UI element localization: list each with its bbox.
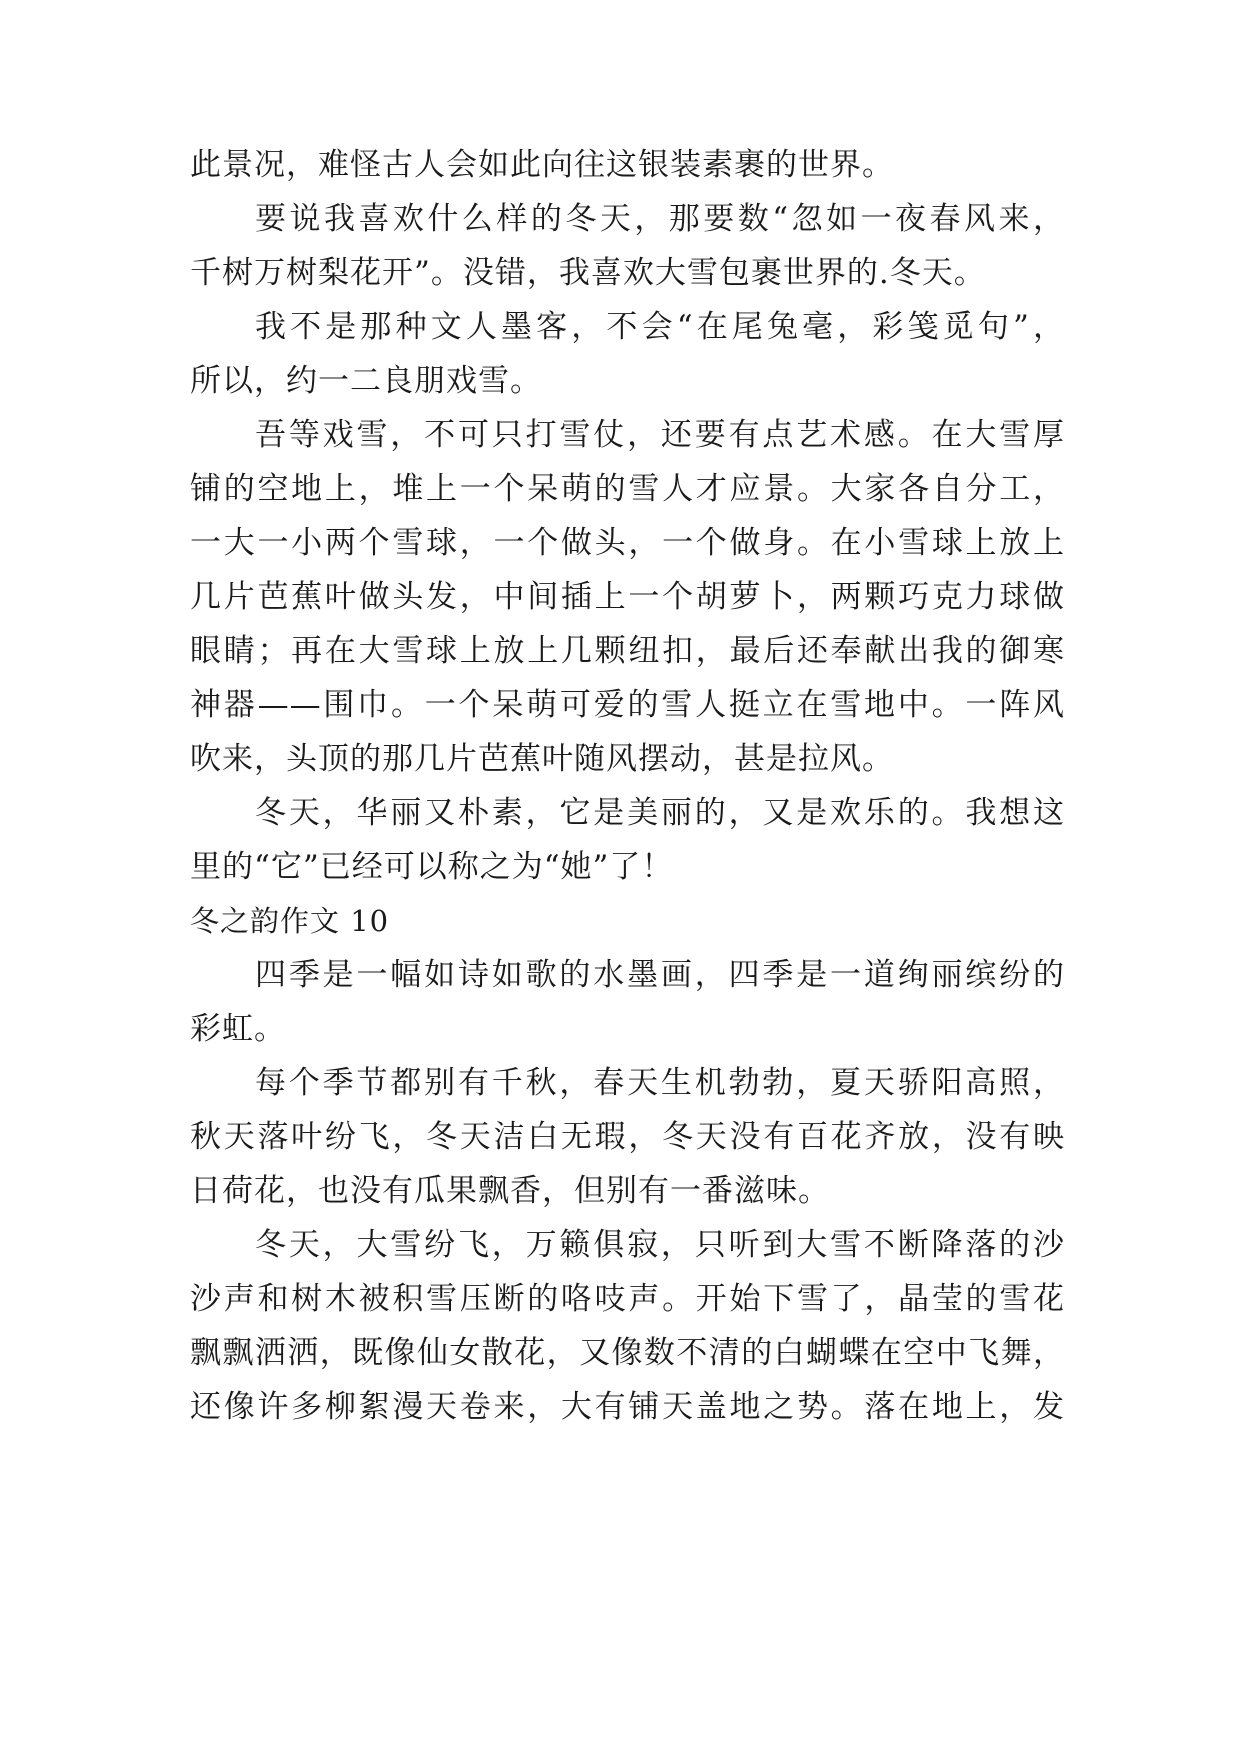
paragraph-line: 我不是那种文人墨客，不会“在尾兔毫，彩笺觅句”， bbox=[255, 309, 1065, 345]
paragraph-line: 千树万树梨花开”。没错，我喜欢大雪包裹世界的.冬天。 bbox=[190, 255, 986, 291]
paragraph-line: 日荷花，也没有瓜果飘香，但别有一番滋味。 bbox=[190, 1173, 830, 1209]
paragraph-line: 秋天落叶纷飞，冬天洁白无瑕，冬天没有百花齐放，没有映 bbox=[190, 1119, 1065, 1155]
paragraph-line: 冬天，大雪纷飞，万籁俱寂，只听到大雪不断降落的沙 bbox=[255, 1227, 1065, 1263]
section-heading: 冬之韵作文 10 bbox=[190, 904, 390, 938]
paragraph-line: 吹来，头顶的那几片芭蕉叶随风摆动，甚是拉风。 bbox=[190, 741, 894, 777]
paragraph-line: 四季是一幅如诗如歌的水墨画，四季是一道绚丽缤纷的 bbox=[255, 957, 1065, 993]
paragraph-line: 铺的空地上，堆上一个呆萌的雪人才应景。大家各自分工， bbox=[190, 471, 1065, 507]
paragraph-line: 冬天，华丽又朴素，它是美丽的，又是欢乐的。我想这 bbox=[255, 795, 1065, 831]
paragraph-line: 几片芭蕉叶做头发，中间插上一个胡萝卜，两颗巧克力球做 bbox=[190, 579, 1065, 615]
paragraph-line: 要说我喜欢什么样的冬天，那要数“忽如一夜春风来， bbox=[255, 201, 1065, 237]
paragraph-line: 还像许多柳絮漫天卷来，大有铺天盖地之势。落在地上，发 bbox=[190, 1389, 1065, 1425]
paragraph-line: 眼睛；再在大雪球上放上几颗纽扣，最后还奉献出我的御寒 bbox=[190, 633, 1065, 669]
paragraph-line: 沙声和树木被积雪压断的咯吱声。开始下雪了，晶莹的雪花 bbox=[190, 1281, 1065, 1317]
paragraph-line: 里的“它”已经可以称之为“她”了！ bbox=[190, 849, 674, 885]
paragraph-line: 此景况，难怪古人会如此向往这银装素裹的世界。 bbox=[190, 147, 894, 183]
paragraph-line: 吾等戏雪，不可只打雪仗，还要有点艺术感。在大雪厚 bbox=[255, 417, 1065, 453]
paragraph-line: 每个季节都别有千秋，春天生机勃勃，夏天骄阳高照， bbox=[255, 1065, 1065, 1101]
paragraph-line: 所以，约一二良朋戏雪。 bbox=[190, 363, 542, 399]
paragraph-line: 彩虹。 bbox=[190, 1011, 286, 1047]
paragraph-line: 飘飘洒洒，既像仙女散花，又像数不清的白蝴蝶在空中飞舞， bbox=[190, 1335, 1065, 1371]
paragraph-line: 一大一小两个雪球，一个做头，一个做身。在小雪球上放上 bbox=[190, 525, 1065, 561]
paragraph-line: 神器——围巾。一个呆萌可爱的雪人挺立在雪地中。一阵风 bbox=[190, 687, 1065, 723]
